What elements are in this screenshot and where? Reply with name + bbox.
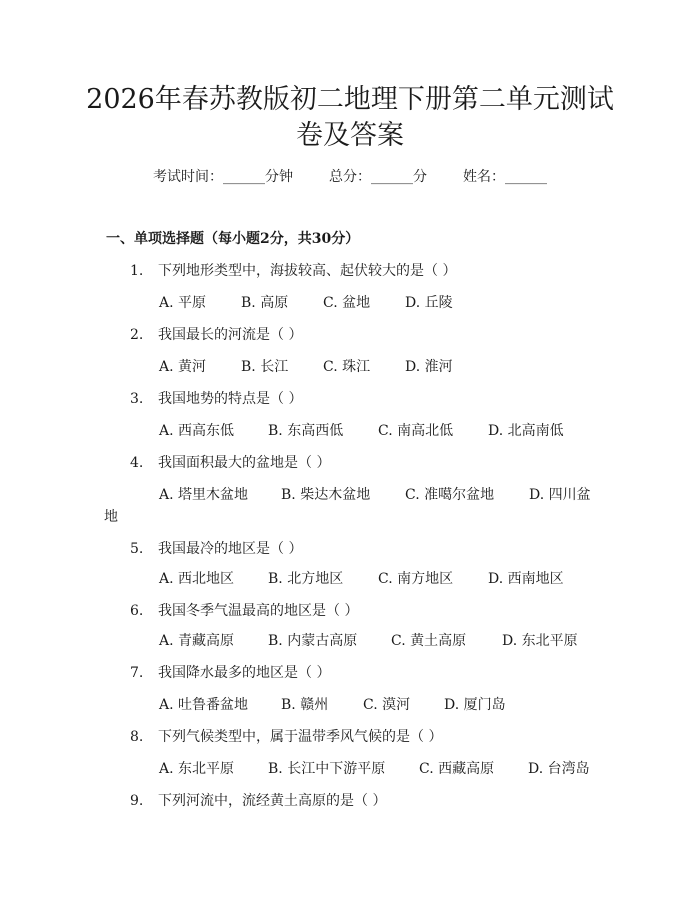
option-b: B. 赣州 — [281, 697, 329, 713]
question-number: 3. — [130, 391, 144, 407]
question-text: 下列气候类型中，属于温带季风气候的是（ ） — [158, 729, 443, 745]
question-text: 我国冬季气温最高的地区是（ ） — [158, 603, 359, 619]
option-d: D. 淮河 — [405, 359, 453, 375]
option-a: A. 西北地区 — [159, 571, 235, 587]
option-b: B. 长江 — [241, 359, 289, 375]
option-c: C. 南高北低 — [378, 423, 454, 439]
option-a: A. 青藏高原 — [159, 633, 235, 649]
option-d: D. 丘陵 — [405, 295, 453, 311]
question-text: 下列地形类型中，海拔较高、起伏较大的是（ ） — [158, 263, 457, 279]
question-3-options — [159, 420, 564, 442]
question-4-options — [159, 484, 591, 506]
question-8-options — [159, 758, 590, 780]
exam-time-field: 考试时间：______分钟 — [153, 169, 293, 185]
question-3 — [130, 388, 302, 410]
question-number: 1. — [130, 263, 144, 279]
option-c: C. 盆地 — [323, 295, 371, 311]
document-title-line2: 卷及答案 — [296, 120, 404, 151]
question-6 — [130, 600, 358, 622]
question-9 — [130, 790, 386, 812]
student-name-field: 姓名：______ — [463, 169, 547, 185]
question-number: 9. — [130, 793, 144, 809]
question-text: 下列河流中，流经黄土高原的是（ ） — [158, 793, 387, 809]
option-a: A. 西高东低 — [159, 423, 235, 439]
document-title-line1: 2026年春苏教版初二地理下册第二单元测试 — [86, 84, 614, 115]
option-b: B. 高原 — [241, 295, 289, 311]
option-a: A. 黄河 — [159, 359, 207, 375]
question-2-options — [159, 356, 453, 378]
option-d: D. 北高南低 — [488, 423, 564, 439]
question-text: 我国降水最多的地区是（ ） — [158, 665, 331, 681]
option-c: C. 西藏高原 — [419, 761, 495, 777]
question-text: 我国最长的河流是（ ） — [158, 327, 303, 343]
question-8 — [130, 726, 442, 748]
question-5 — [130, 538, 302, 560]
question-text: 我国地势的特点是（ ） — [158, 391, 303, 407]
question-1 — [130, 260, 456, 282]
option-d: D. 四川盆 — [529, 487, 591, 503]
option-d: D. 厦门岛 — [444, 697, 506, 713]
total-score-field: 总分：______分 — [329, 169, 427, 185]
option-a: A. 平原 — [159, 295, 207, 311]
option-d: D. 台湾岛 — [528, 761, 590, 777]
option-a: A. 塔里木盆地 — [159, 487, 249, 503]
question-2 — [130, 324, 302, 346]
option-c: C. 珠江 — [323, 359, 371, 375]
option-d: D. 东北平原 — [502, 633, 578, 649]
option-c: C. 准噶尔盆地 — [405, 487, 495, 503]
option-d-continuation: 地 — [104, 509, 118, 525]
question-number: 4. — [130, 455, 144, 471]
question-7-options — [159, 694, 506, 716]
option-a: A. 东北平原 — [159, 761, 235, 777]
question-4 — [130, 452, 330, 474]
option-b: B. 东高西低 — [268, 423, 344, 439]
question-number: 7. — [130, 665, 144, 681]
option-c: C. 南方地区 — [378, 571, 454, 587]
section-heading: 一、单项选择题（每小题2分，共30分） — [106, 231, 360, 247]
question-6-options — [159, 630, 578, 652]
question-number: 5. — [130, 541, 144, 557]
question-number: 2. — [130, 327, 144, 343]
option-c: C. 漠河 — [363, 697, 411, 713]
question-text: 我国最冷的地区是（ ） — [158, 541, 303, 557]
question-number: 6. — [130, 603, 144, 619]
exam-info-line — [0, 166, 700, 188]
option-b: B. 长江中下游平原 — [268, 761, 386, 777]
option-c: C. 黄土高原 — [391, 633, 467, 649]
option-b: B. 北方地区 — [268, 571, 344, 587]
question-1-options — [159, 292, 453, 314]
option-b: B. 内蒙古高原 — [268, 633, 358, 649]
question-number: 8. — [130, 729, 144, 745]
question-7 — [130, 662, 330, 684]
option-d: D. 西南地区 — [488, 571, 564, 587]
option-a: A. 吐鲁番盆地 — [159, 697, 249, 713]
question-text: 我国面积最大的盆地是（ ） — [158, 455, 331, 471]
option-b: B. 柴达木盆地 — [281, 487, 371, 503]
question-5-options — [159, 568, 564, 590]
